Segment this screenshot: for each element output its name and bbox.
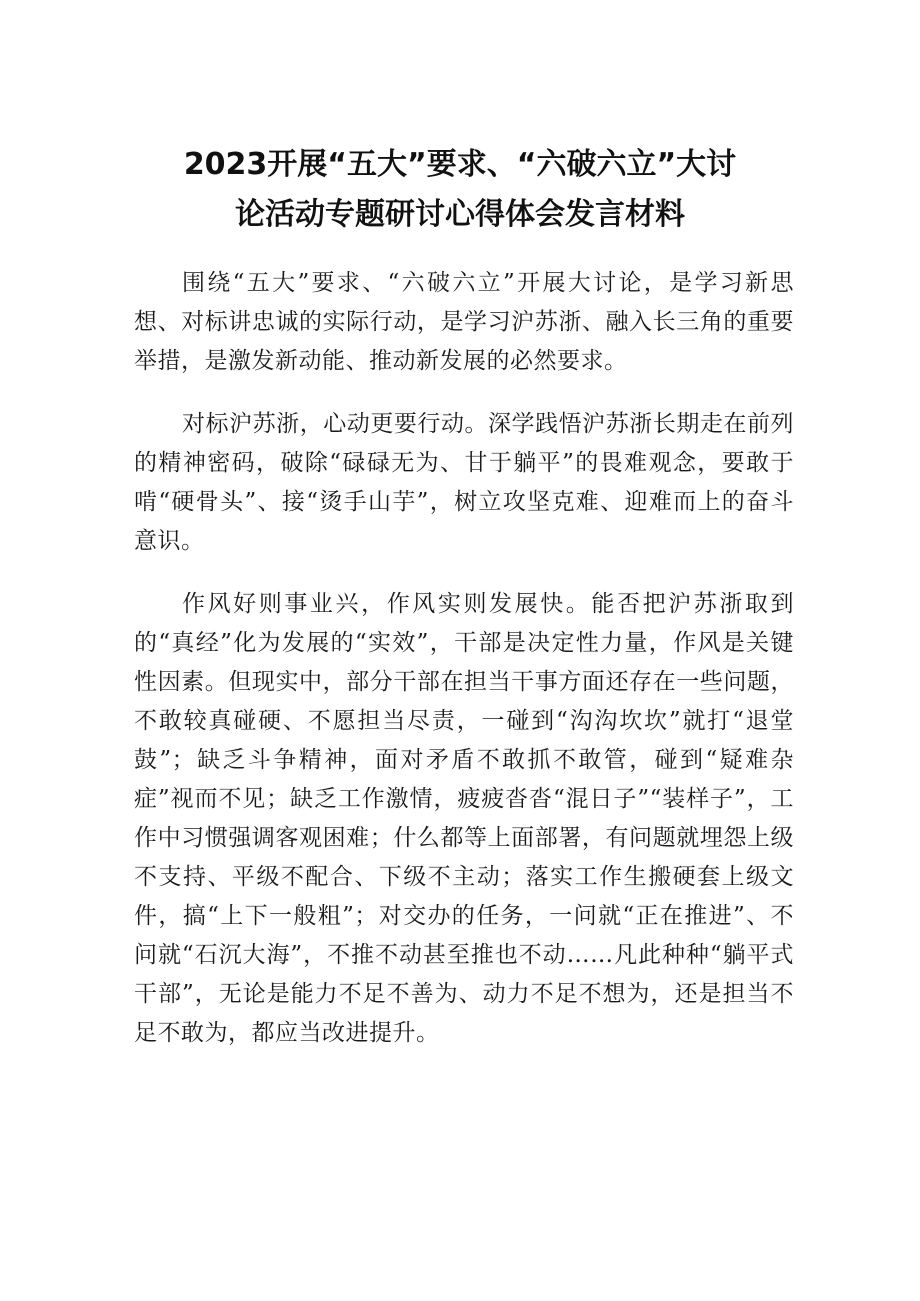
paragraph-2: 对标沪苏浙，心动更要行动。深学践悟沪苏浙长期走在前列的精神密码，破除“碌碌无为、甘于躺平”的畏难观念，要敢于啃“硬骨头”、接“烫手山芋”，树立攻坚克难、迎难而上的奋斗意识。 bbox=[134, 411, 794, 554]
paragraph-1: 围绕“五大”要求、“六破六立”开展大讨论，是学习新思想、对标讲忠诚的实际行动，是学习沪苏浙、融入长三角的重要举措，是激发新动能、推动新发展的必然要求。 bbox=[134, 270, 794, 374]
title-line-1: 2023开展“五大”要求、“六破六立”大讨 bbox=[183, 147, 737, 182]
document-title bbox=[120, 140, 800, 240]
document-body bbox=[134, 264, 794, 1077]
title-line-2: 论活动专题研讨心得体会发言材料 bbox=[235, 197, 685, 232]
paragraph-3: 作风好则事业兴，作风实则发展快。能否把沪苏浙取到的“真经”化为发展的“实效”，干部是决定性力量，作风是关键性因素。但现实中，部分干部在担当干事方面还存在一些问题，不敢较真碰硬、不愿担当尽责，一碰到“沟沟坎坎”就打“退堂鼓”；缺乏斗争精神，面对矛盾不敢抓不敢管，碰到“疑难杂症”视而不见；缺乏工作激情，疲疲沓沓“混日子”“装样子”，工作中习惯强调客观困难；什么都等上面部署，有问题就埋怨上级不支持、平级不配合、下级不主动；落实工作生搬硬套上级文件，搞“上下一般粗”；对交办的任务，一问就“正在推进”、不问就“石沉大海”，不推不动甚至推也不动……凡此种种“躺平式干部”，无论是能力不足不善为、动力不足不想为，还是担当不足不敢为，都应当改进提升。 bbox=[134, 591, 794, 1046]
